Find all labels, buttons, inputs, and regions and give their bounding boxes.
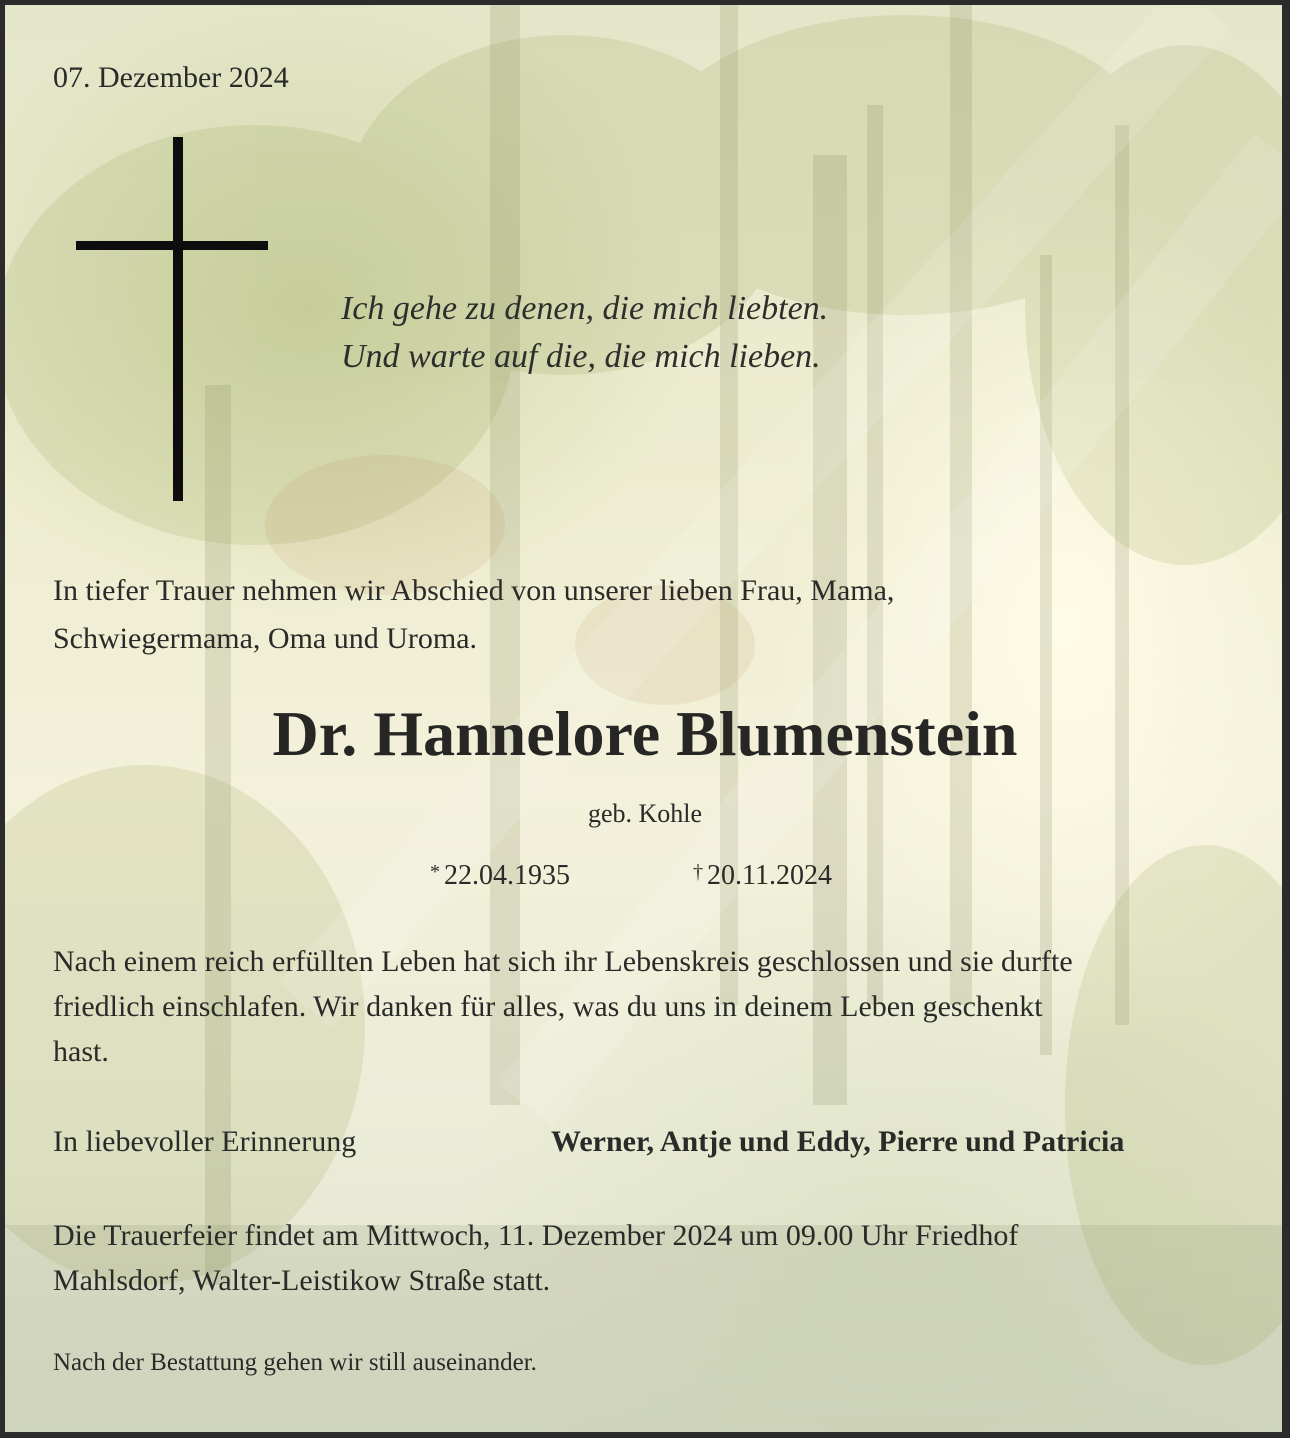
tribute-line: Nach einem reich erfüllten Leben hat sich ihr Lebenskreis geschlossen und sie durfte <box>53 945 1073 978</box>
birth-date-line <box>430 860 570 892</box>
publication-date: 07. Dezember 2024 <box>53 61 289 94</box>
memorial-verse <box>341 285 828 381</box>
obituary-card <box>5 5 1282 1432</box>
intro-line: In tiefer Trauer nehmen wir Abschied von unserer lieben Frau, Mama, <box>53 574 895 607</box>
death-date: 20.11.2024 <box>707 860 832 891</box>
tribute-line: hast. <box>53 1035 109 1068</box>
memory-label: In liebevoller Erinnerung <box>53 1125 357 1158</box>
deceased-name: Dr. Hannelore Blumenstein <box>272 698 1018 769</box>
funeral-service-info <box>53 1213 1233 1303</box>
verse-line: Ich gehe zu denen, die mich liebten. <box>341 290 829 327</box>
birth-date: 22.04.1935 <box>444 860 570 891</box>
cross-vertical-bar <box>173 137 183 501</box>
tribute-text <box>53 939 1233 1074</box>
tribute-line: friedlich einschlafen. Wir danken für alles, was du uns in deinem Leben geschenkt <box>53 990 1043 1023</box>
service-line: Die Trauerfeier findet am Mittwoch, 11. Dezember 2024 um 09.00 Uhr Friedhof <box>53 1219 1019 1252</box>
service-line: Mahlsdorf, Walter-Leistikow Straße statt. <box>53 1264 551 1297</box>
birth-star-icon: * <box>430 861 440 883</box>
death-date-line <box>693 860 832 892</box>
verse-line: Und warte auf die, die mich lieben. <box>341 338 821 375</box>
closing-note: Nach der Bestattung gehen wir still auseinander. <box>53 1349 537 1376</box>
family-signature: Werner, Antje und Eddy, Pierre und Patricia <box>551 1125 1125 1158</box>
intro-text <box>53 567 1233 663</box>
cross-horizontal-bar <box>76 241 268 250</box>
maiden-name: geb. Kohle <box>587 799 703 828</box>
intro-line: Schwiegermama, Oma und Uroma. <box>53 622 478 655</box>
death-dagger-icon: † <box>693 861 703 883</box>
